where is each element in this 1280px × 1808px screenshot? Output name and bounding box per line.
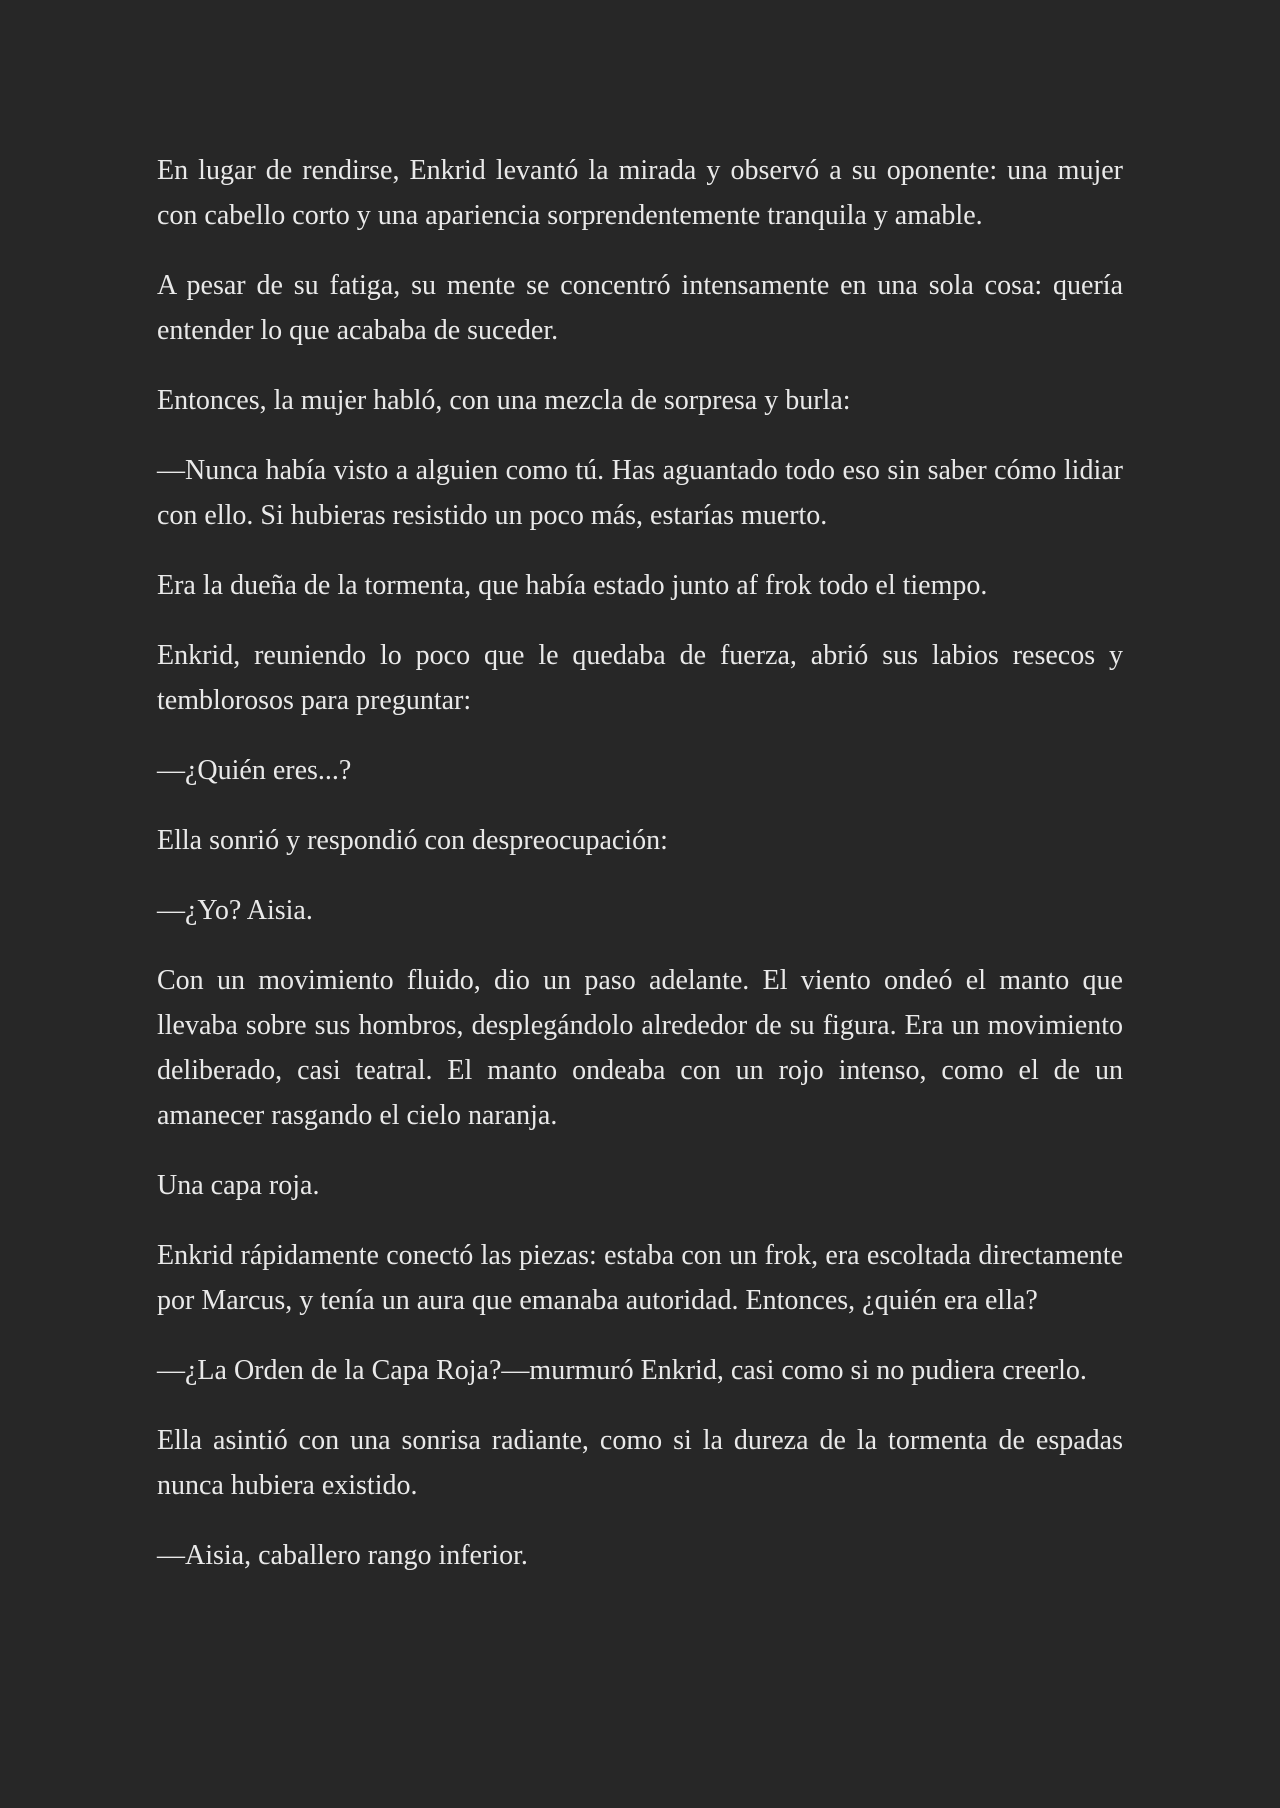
paragraph: Con un movimiento fluido, dio un paso adelante. El viento ondeó el manto que llevaba sobre sus hombros, desplegándolo alrededor de su figura. Era un movimiento deliberado, casi teatral. El manto ondeaba con un rojo intenso, como el de un amanecer rasgando el cielo naranja. — [157, 965, 1123, 1131]
paragraph: Era la dueña de la tormenta, que había estado junto af frok todo el tiempo. — [157, 570, 988, 601]
paragraph: Enkrid, reuniendo lo poco que le quedaba de fuerza, abrió sus labios resecos y temblorosos para preguntar: — [157, 640, 1123, 716]
paragraph: Enkrid rápidamente conectó las piezas: estaba con un frok, era escoltada directamente por Marcus, y tenía un aura que emanaba autoridad. Entonces, ¿quién era ella? — [157, 1240, 1123, 1316]
paragraph: Ella sonrió y respondió con despreocupación: — [157, 825, 668, 856]
paragraph-dialogue: —Nunca había visto a alguien como tú. Has aguantado todo eso sin saber cómo lidiar con ello. Si hubieras resistido un poco más, estarías muerto. — [157, 455, 1123, 531]
paragraph: A pesar de su fatiga, su mente se concentró intensamente en una sola cosa: quería entender lo que acababa de suceder. — [157, 270, 1123, 346]
paragraph-dialogue: —¿Quién eres...? — [157, 755, 352, 786]
paragraph-dialogue: —Aisia, caballero rango inferior. — [157, 1540, 528, 1571]
paragraph-dialogue: —¿Yo? Aisia. — [157, 895, 313, 926]
paragraph: Ella asintió con una sonrisa radiante, como si la dureza de la tormenta de espadas nunca hubiera existido. — [157, 1425, 1123, 1501]
paragraph: Entonces, la mujer habló, con una mezcla de sorpresa y burla: — [157, 385, 851, 416]
paragraph: Una capa roja. — [157, 1170, 320, 1201]
paragraph: En lugar de rendirse, Enkrid levantó la mirada y observó a su oponente: una mujer con cabello corto y una apariencia sorprendentemente tranquila y amable. — [157, 155, 1123, 231]
page-text-column — [157, 148, 1123, 1578]
paragraph-dialogue: —¿La Orden de la Capa Roja?—murmuró Enkrid, casi como si no pudiera creerlo. — [157, 1355, 1087, 1386]
